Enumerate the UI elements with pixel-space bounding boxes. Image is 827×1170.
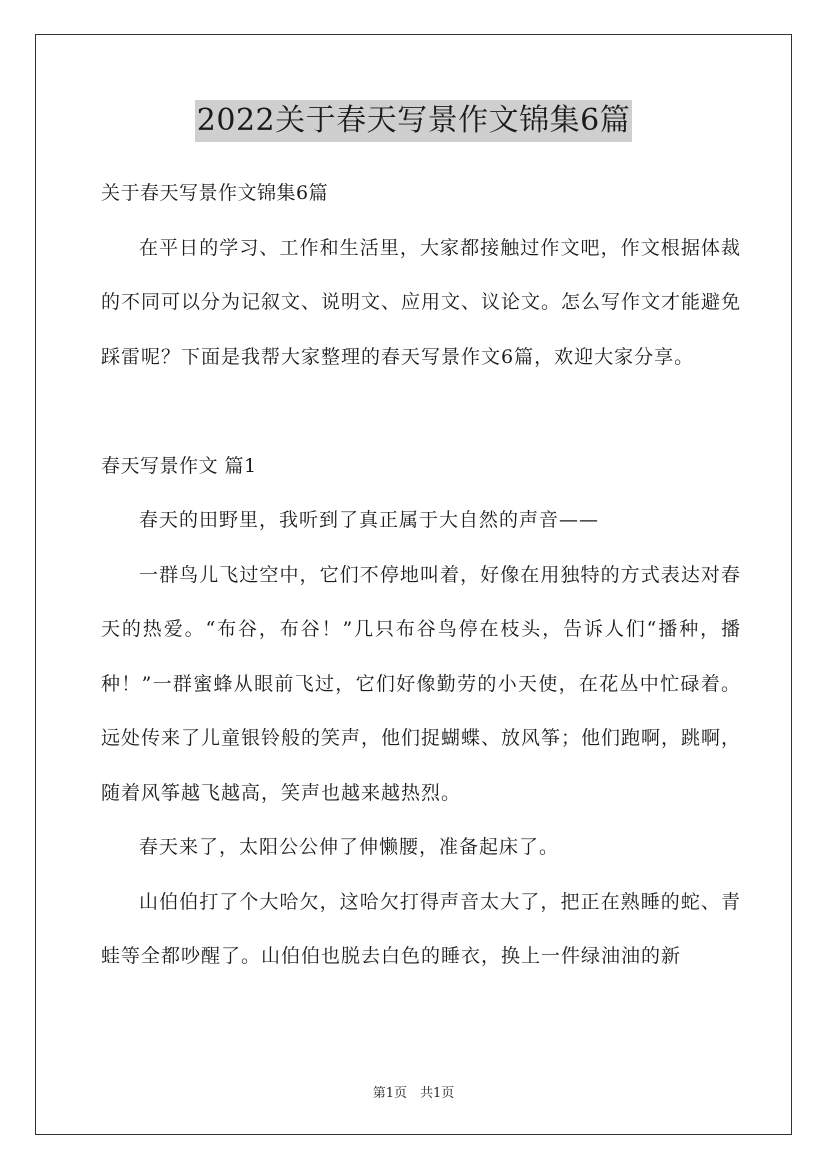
document-body [101, 166, 741, 984]
page-number: 第1页 共1页 [372, 1086, 455, 1101]
section-heading: 春天写景作文 篇1 [101, 454, 257, 477]
page-footer [0, 1082, 827, 1101]
document-title: 2022关于春天写景作文锦集6篇 [195, 100, 632, 142]
spacer [101, 384, 741, 439]
body-paragraph: 春天的田野里，我听到了真正属于大自然的声音—— [139, 509, 600, 531]
body-paragraph: 一群鸟儿飞过空中，它们不停地叫着，好像在用独特的方式表达对春天的热爱。“布谷，布谷！”几只布谷鸟停在枝头，告诉人们“播种，播种！”一群蜜蜂从眼前飞过，它们好像勤劳的小天使，在花丛中忙碌着。远处传来了儿童银铃般的笑声，他们捉蝴蝶、放风筝；他们跑啊，跳啊，随着风筝越飞越高，笑声也越来越热烈。 [101, 563, 742, 804]
intro-paragraph: 在平日的学习、工作和生活里，大家都接触过作文吧，作文根据体裁的不同可以分为记叙文、说明文、应用文、议论文。怎么写作文才能避免踩雷呢？下面是我帮大家整理的春天写景作文6篇，欢迎大家分享。 [101, 236, 742, 368]
body-paragraph: 山伯伯打了个大哈欠，这哈欠打得声音太大了，把正在熟睡的蛇、青蛙等全都吵醒了。山伯伯也脱去白色的睡衣，换上一件绿油油的新 [101, 890, 741, 967]
title-wrapper [0, 100, 827, 142]
body-paragraph: 春天来了，太阳公公伸了伸懒腰，准备起床了。 [139, 836, 560, 858]
document-subtitle: 关于春天写景作文锦集6篇 [101, 182, 329, 204]
